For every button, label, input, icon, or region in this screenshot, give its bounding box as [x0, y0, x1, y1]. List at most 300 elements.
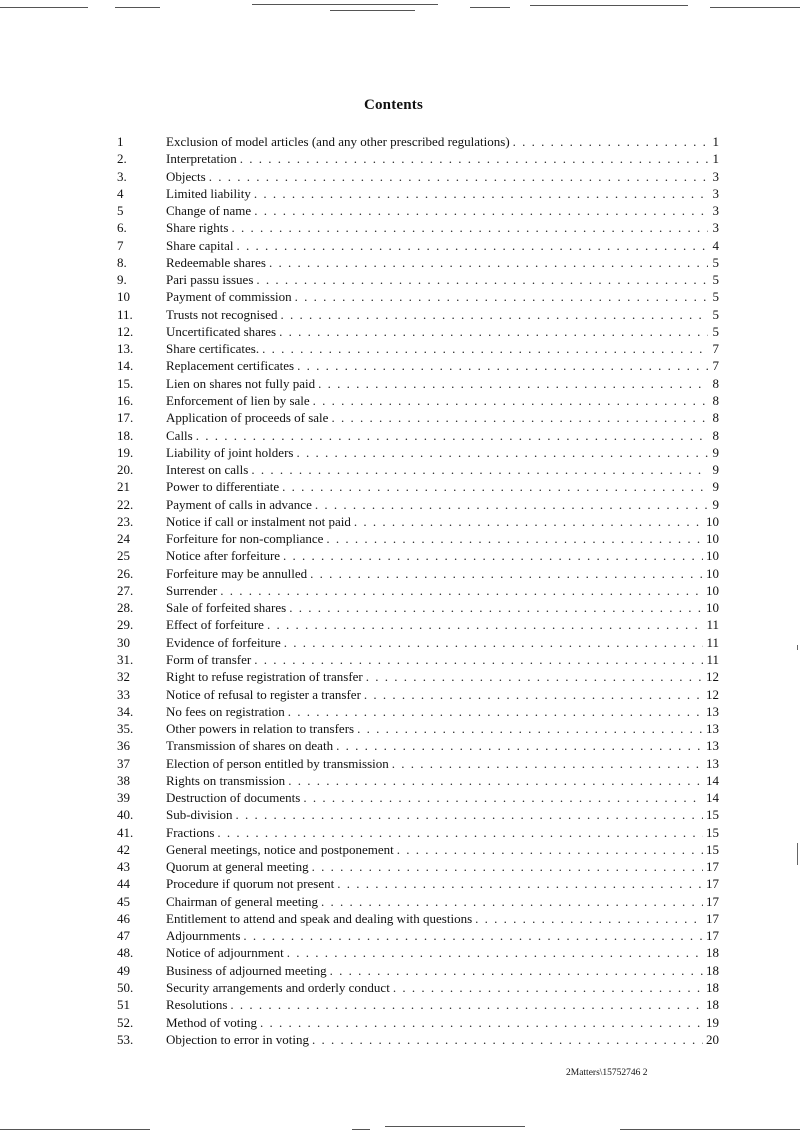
- toc-entry-page: 10: [706, 582, 719, 598]
- toc-entry-number: 51: [117, 997, 130, 1013]
- toc-entry: [117, 996, 719, 1013]
- toc-entry-leader: [166, 944, 703, 961]
- toc-entry-title: Lien on shares not fully paid: [166, 375, 318, 392]
- dot-leader: [267, 616, 704, 633]
- toc-entry-page: 1: [712, 151, 719, 167]
- toc-entry-leader: [166, 858, 703, 875]
- top-edge-line: [470, 7, 510, 8]
- top-edge-line: [0, 7, 88, 8]
- toc-entry-page: 11: [706, 651, 719, 667]
- dot-leader: [284, 634, 704, 651]
- toc-entry: [117, 651, 719, 668]
- toc-entry-title: Sub-division: [166, 806, 235, 823]
- toc-entry: [117, 375, 719, 392]
- toc-entry: [117, 478, 719, 495]
- toc-entry: [117, 858, 719, 875]
- dot-leader: [260, 1014, 703, 1031]
- toc-entry: [117, 720, 719, 737]
- margin-mark: [797, 645, 798, 650]
- toc-entry-page: 10: [706, 600, 719, 616]
- toc-entry-leader: [166, 306, 708, 323]
- toc-entry-leader: [166, 875, 703, 892]
- top-edge-line: [252, 4, 438, 5]
- toc-entry-title: Resolutions: [166, 996, 230, 1013]
- toc-entry: [117, 219, 719, 236]
- toc-entry-title: No fees on registration: [166, 703, 288, 720]
- toc-entry-title: Redeemable shares: [166, 254, 269, 271]
- toc-entry: [117, 962, 719, 979]
- toc-entry: [117, 979, 719, 996]
- toc-entry-page: 17: [706, 859, 719, 875]
- toc-entry-number: 52.: [117, 1014, 134, 1030]
- toc-entry: [117, 133, 719, 150]
- dot-leader: [475, 910, 703, 927]
- dot-leader: [315, 496, 708, 513]
- toc-entry-leader: [166, 427, 708, 444]
- toc-entry: [117, 461, 719, 478]
- toc-entry-title: Uncertificated shares: [166, 323, 279, 340]
- toc-entry-page: 5: [712, 254, 719, 270]
- toc-entry-leader: [166, 841, 703, 858]
- toc-entry-leader: [166, 720, 703, 737]
- toc-entry: [117, 254, 719, 271]
- toc-entry-title: Entitlement to attend and speak and dealing with questions: [166, 910, 475, 927]
- toc-entry-title: Transmission of shares on death: [166, 737, 336, 754]
- toc-entry: [117, 444, 719, 461]
- toc-entry-page: 12: [706, 686, 719, 702]
- toc-entry-page: 18: [706, 997, 719, 1013]
- dot-leader: [217, 824, 703, 841]
- margin-mark: [797, 843, 798, 865]
- toc-entry-number: 16.: [117, 392, 134, 408]
- toc-entry-number: 31.: [117, 651, 134, 667]
- toc-entry-number: 20.: [117, 462, 134, 478]
- toc-entry-title: Replacement certificates: [166, 357, 297, 374]
- toc-entry-title: Other powers in relation to transfers: [166, 720, 357, 737]
- toc-entry: [117, 703, 719, 720]
- toc-entry-page: 15: [706, 824, 719, 840]
- dot-leader: [289, 599, 703, 616]
- toc-entry-title: Right to refuse registration of transfer: [166, 668, 366, 685]
- toc-entry: [117, 565, 719, 582]
- toc-entry: [117, 306, 719, 323]
- dot-leader: [337, 875, 703, 892]
- dot-leader: [220, 582, 703, 599]
- dot-leader: [235, 806, 703, 823]
- toc-entry-page: 8: [712, 392, 719, 408]
- top-edge-line: [330, 10, 415, 11]
- dot-leader: [254, 651, 703, 668]
- top-edge-line: [710, 7, 800, 8]
- toc-entry-leader: [166, 737, 703, 754]
- toc-entry-page: 9: [712, 444, 719, 460]
- dot-leader: [231, 219, 708, 236]
- toc-entry-number: 5: [117, 203, 124, 219]
- toc-entry-number: 49: [117, 962, 130, 978]
- toc-entry-title: Surrender: [166, 582, 220, 599]
- dot-leader: [318, 375, 708, 392]
- toc-entry-page: 4: [712, 237, 719, 253]
- toc-entry-leader: [166, 824, 703, 841]
- toc-entry-number: 23.: [117, 513, 134, 529]
- toc-entry-leader: [166, 910, 703, 927]
- toc-entry-leader: [166, 357, 708, 374]
- toc-entry-leader: [166, 461, 708, 478]
- dot-leader: [313, 392, 708, 409]
- toc-entry: [117, 668, 719, 685]
- toc-entry: [117, 737, 719, 754]
- toc-entry-title: Liability of joint holders: [166, 444, 296, 461]
- toc-entry-number: 41.: [117, 824, 134, 840]
- bottom-edge-line: [0, 1129, 150, 1130]
- toc-entry-page: 5: [712, 323, 719, 339]
- toc-entry-page: 8: [712, 410, 719, 426]
- toc-entry-page: 11: [706, 617, 719, 633]
- toc-entry-title: Objects: [166, 168, 209, 185]
- toc-entry-number: 46: [117, 910, 130, 926]
- toc-entry-leader: [166, 547, 703, 564]
- toc-entry-title: Exclusion of model articles (and any other prescribed regulations): [166, 133, 513, 150]
- bottom-edge-line: [352, 1129, 370, 1130]
- toc-entry-title: Change of name: [166, 202, 254, 219]
- toc-entry: [117, 1031, 719, 1048]
- toc-entry-number: 37: [117, 755, 130, 771]
- toc-entry-leader: [166, 616, 703, 633]
- dot-leader: [392, 755, 703, 772]
- dot-leader: [256, 271, 708, 288]
- dot-leader: [312, 858, 703, 875]
- toc-entry-number: 43: [117, 859, 130, 875]
- toc-entry-leader: [166, 806, 703, 823]
- toc-entry-number: 34.: [117, 703, 134, 719]
- toc-entry-page: 10: [706, 531, 719, 547]
- table-of-contents: [117, 133, 719, 1048]
- toc-entry-title: Fractions: [166, 824, 217, 841]
- toc-entry-title: Notice after forfeiture: [166, 547, 283, 564]
- toc-entry: [117, 530, 719, 547]
- dot-leader: [209, 168, 708, 185]
- dot-leader: [230, 996, 703, 1013]
- dot-leader: [283, 547, 703, 564]
- toc-entry-page: 9: [712, 462, 719, 478]
- toc-entry-number: 35.: [117, 721, 134, 737]
- toc-entry-leader: [166, 1031, 703, 1048]
- toc-entry-leader: [166, 755, 703, 772]
- toc-entry: [117, 1014, 719, 1031]
- toc-entry: [117, 927, 719, 944]
- dot-leader: [330, 962, 703, 979]
- toc-entry-leader: [166, 133, 708, 150]
- toc-entry-page: 14: [706, 790, 719, 806]
- toc-entry-title: Forfeiture may be annulled: [166, 565, 310, 582]
- toc-entry: [117, 427, 719, 444]
- toc-entry-number: 2.: [117, 151, 127, 167]
- toc-entry: [117, 340, 719, 357]
- toc-entry-number: 8.: [117, 254, 127, 270]
- toc-entry-number: 26.: [117, 565, 134, 581]
- dot-leader: [513, 133, 708, 150]
- dot-leader: [254, 185, 708, 202]
- toc-entry-page: 13: [706, 703, 719, 719]
- toc-entry-title: Quorum at general meeting: [166, 858, 312, 875]
- toc-entry-title: Procedure if quorum not present: [166, 875, 337, 892]
- toc-entry-leader: [166, 651, 703, 668]
- toc-entry-number: 40.: [117, 807, 134, 823]
- toc-entry-page: 5: [712, 306, 719, 322]
- dot-leader: [254, 202, 708, 219]
- dot-leader: [269, 254, 708, 271]
- toc-entry-leader: [166, 202, 708, 219]
- toc-entry-number: 14.: [117, 358, 134, 374]
- dot-leader: [303, 789, 703, 806]
- dot-leader: [364, 686, 703, 703]
- toc-entry: [117, 806, 719, 823]
- toc-entry-number: 27.: [117, 582, 134, 598]
- toc-entry-page: 17: [706, 876, 719, 892]
- toc-entry-leader: [166, 185, 708, 202]
- toc-entry-page: 10: [706, 548, 719, 564]
- toc-entry: [117, 237, 719, 254]
- dot-leader: [243, 927, 703, 944]
- toc-entry: [117, 357, 719, 374]
- toc-entry: [117, 910, 719, 927]
- toc-entry: [117, 168, 719, 185]
- toc-entry-page: 13: [706, 721, 719, 737]
- toc-entry-page: 19: [706, 1014, 719, 1030]
- toc-entry: [117, 185, 719, 202]
- dot-leader: [397, 841, 703, 858]
- toc-entry-number: 4: [117, 185, 124, 201]
- dot-leader: [282, 478, 708, 495]
- toc-entry-number: 25: [117, 548, 130, 564]
- toc-entry-title: Business of adjourned meeting: [166, 962, 330, 979]
- toc-entry: [117, 755, 719, 772]
- toc-entry: [117, 824, 719, 841]
- toc-entry-page: 3: [712, 168, 719, 184]
- toc-entry-number: 30: [117, 634, 130, 650]
- dot-leader: [237, 237, 709, 254]
- toc-entry-leader: [166, 927, 703, 944]
- toc-entry-page: 20: [706, 1031, 719, 1047]
- toc-entry-number: 45: [117, 893, 130, 909]
- dot-leader: [310, 565, 703, 582]
- toc-entry-number: 28.: [117, 600, 134, 616]
- toc-entry: [117, 634, 719, 651]
- toc-entry-leader: [166, 513, 703, 530]
- toc-entry-number: 18.: [117, 427, 134, 443]
- toc-entry-number: 29.: [117, 617, 134, 633]
- toc-entry-leader: [166, 634, 703, 651]
- toc-entry-page: 15: [706, 807, 719, 823]
- toc-entry-number: 1: [117, 134, 124, 149]
- toc-entry-title: Notice if call or instalment not paid: [166, 513, 354, 530]
- dot-leader: [393, 979, 703, 996]
- toc-entry-title: Rights on transmission: [166, 772, 288, 789]
- toc-entry: [117, 547, 719, 564]
- dot-leader: [357, 720, 703, 737]
- toc-entry-page: 5: [712, 289, 719, 305]
- toc-entry-title: Adjournments: [166, 927, 243, 944]
- toc-entry-leader: [166, 703, 703, 720]
- toc-entry-leader: [166, 254, 708, 271]
- dot-leader: [196, 427, 708, 444]
- toc-entry-leader: [166, 237, 708, 254]
- toc-entry-page: 18: [706, 962, 719, 978]
- dot-leader: [321, 893, 703, 910]
- dot-leader: [262, 340, 708, 357]
- toc-entry: [117, 789, 719, 806]
- toc-entry-number: 9.: [117, 272, 127, 288]
- toc-entry-page: 15: [706, 841, 719, 857]
- toc-entry-page: 10: [706, 513, 719, 529]
- toc-entry-leader: [166, 444, 708, 461]
- toc-entry: [117, 582, 719, 599]
- page-title: Contents: [363, 97, 424, 113]
- toc-entry-title: Enforcement of lien by sale: [166, 392, 313, 409]
- toc-entry-leader: [166, 409, 708, 426]
- dot-leader: [288, 703, 703, 720]
- toc-entry-number: 17.: [117, 410, 134, 426]
- toc-entry-page: 13: [706, 738, 719, 754]
- toc-entry-number: 6.: [117, 220, 127, 236]
- toc-entry: [117, 875, 719, 892]
- toc-entry-page: 17: [706, 928, 719, 944]
- toc-entry: [117, 323, 719, 340]
- bottom-edge-line: [385, 1126, 525, 1127]
- toc-entry-page: 1: [712, 134, 719, 149]
- toc-entry-title: Objection to error in voting: [166, 1031, 312, 1048]
- toc-entry-title: Power to differentiate: [166, 478, 282, 495]
- toc-entry-leader: [166, 375, 708, 392]
- toc-entry-number: 39: [117, 790, 130, 806]
- dot-leader: [295, 288, 708, 305]
- toc-entry: [117, 772, 719, 789]
- toc-entry-leader: [166, 979, 703, 996]
- toc-entry-leader: [166, 150, 708, 167]
- toc-entry: [117, 271, 719, 288]
- toc-entry-page: 7: [712, 358, 719, 374]
- top-edge-line: [530, 5, 688, 6]
- toc-entry-leader: [166, 582, 703, 599]
- toc-entry-page: 3: [712, 220, 719, 236]
- toc-entry-title: Payment of calls in advance: [166, 496, 315, 513]
- toc-entry-page: 12: [706, 669, 719, 685]
- dot-leader: [312, 1031, 703, 1048]
- toc-entry-number: 24: [117, 531, 130, 547]
- toc-entry-title: General meetings, notice and postponement: [166, 841, 397, 858]
- toc-entry-leader: [166, 530, 703, 547]
- toc-entry-page: 9: [712, 479, 719, 495]
- toc-entry-leader: [166, 686, 703, 703]
- toc-entry-leader: [166, 1014, 703, 1031]
- toc-entry-page: 8: [712, 375, 719, 391]
- toc-entry-title: Election of person entitled by transmission: [166, 755, 392, 772]
- toc-entry-leader: [166, 565, 703, 582]
- toc-entry-number: 44: [117, 876, 130, 892]
- toc-entry-page: 17: [706, 910, 719, 926]
- toc-entry-number: 48.: [117, 945, 134, 961]
- toc-entry-number: 15.: [117, 375, 134, 391]
- toc-entry-number: 22.: [117, 496, 134, 512]
- toc-entry: [117, 496, 719, 513]
- toc-entry-title: Interpretation: [166, 150, 240, 167]
- toc-entry-title: Method of voting: [166, 1014, 260, 1031]
- toc-entry-page: 3: [712, 203, 719, 219]
- toc-entry-title: Sale of forfeited shares: [166, 599, 289, 616]
- toc-entry: [117, 841, 719, 858]
- toc-entry: [117, 944, 719, 961]
- dot-leader: [331, 409, 708, 426]
- toc-entry: [117, 150, 719, 167]
- toc-entry-title: Limited liability: [166, 185, 254, 202]
- toc-entry-number: 38: [117, 772, 130, 788]
- toc-entry-leader: [166, 962, 703, 979]
- toc-entry-number: 42: [117, 841, 130, 857]
- toc-entry: [117, 409, 719, 426]
- toc-entry-number: 33: [117, 686, 130, 702]
- dot-leader: [240, 150, 708, 167]
- toc-entry-number: 36: [117, 738, 130, 754]
- toc-entry: [117, 392, 719, 409]
- toc-entry-page: 5: [712, 272, 719, 288]
- toc-entry-leader: [166, 168, 708, 185]
- document-reference: 2Matters\15752746 2: [566, 1068, 648, 1078]
- dot-leader: [251, 461, 708, 478]
- bottom-edge-line: [620, 1129, 800, 1130]
- toc-entry-title: Share rights: [166, 219, 231, 236]
- toc-entry-title: Pari passu issues: [166, 271, 256, 288]
- toc-entry-title: Chairman of general meeting: [166, 893, 321, 910]
- toc-entry-page: 9: [712, 496, 719, 512]
- toc-entry: [117, 686, 719, 703]
- toc-entry-title: Evidence of forfeiture: [166, 634, 284, 651]
- toc-entry-page: 14: [706, 772, 719, 788]
- toc-entry-page: 11: [706, 634, 719, 650]
- toc-entry-title: Payment of commission: [166, 288, 295, 305]
- toc-entry-page: 18: [706, 945, 719, 961]
- toc-entry: [117, 513, 719, 530]
- dot-leader: [366, 668, 703, 685]
- dot-leader: [336, 737, 703, 754]
- toc-entry-title: Interest on calls: [166, 461, 251, 478]
- toc-entry-leader: [166, 288, 708, 305]
- toc-entry-leader: [166, 772, 703, 789]
- toc-entry-leader: [166, 789, 703, 806]
- dot-leader: [297, 357, 708, 374]
- toc-entry-number: 47: [117, 928, 130, 944]
- toc-entry-title: Destruction of documents: [166, 789, 303, 806]
- toc-entry-page: 3: [712, 185, 719, 201]
- toc-entry: [117, 202, 719, 219]
- toc-entry-number: 53.: [117, 1031, 134, 1047]
- toc-entry-leader: [166, 219, 708, 236]
- toc-entry-title: Share capital: [166, 237, 237, 254]
- toc-entry-title: Security arrangements and orderly conduct: [166, 979, 393, 996]
- dot-leader: [296, 444, 708, 461]
- toc-entry-leader: [166, 599, 703, 616]
- dot-leader: [287, 944, 703, 961]
- toc-entry-number: 12.: [117, 323, 134, 339]
- toc-entry: [117, 288, 719, 305]
- toc-entry-title: Trusts not recognised: [166, 306, 280, 323]
- dot-leader: [279, 323, 708, 340]
- toc-entry-leader: [166, 340, 708, 357]
- toc-entry-number: 32: [117, 669, 130, 685]
- toc-entry-number: 13.: [117, 341, 134, 357]
- toc-entry: [117, 893, 719, 910]
- toc-entry-page: 8: [712, 427, 719, 443]
- toc-entry-leader: [166, 271, 708, 288]
